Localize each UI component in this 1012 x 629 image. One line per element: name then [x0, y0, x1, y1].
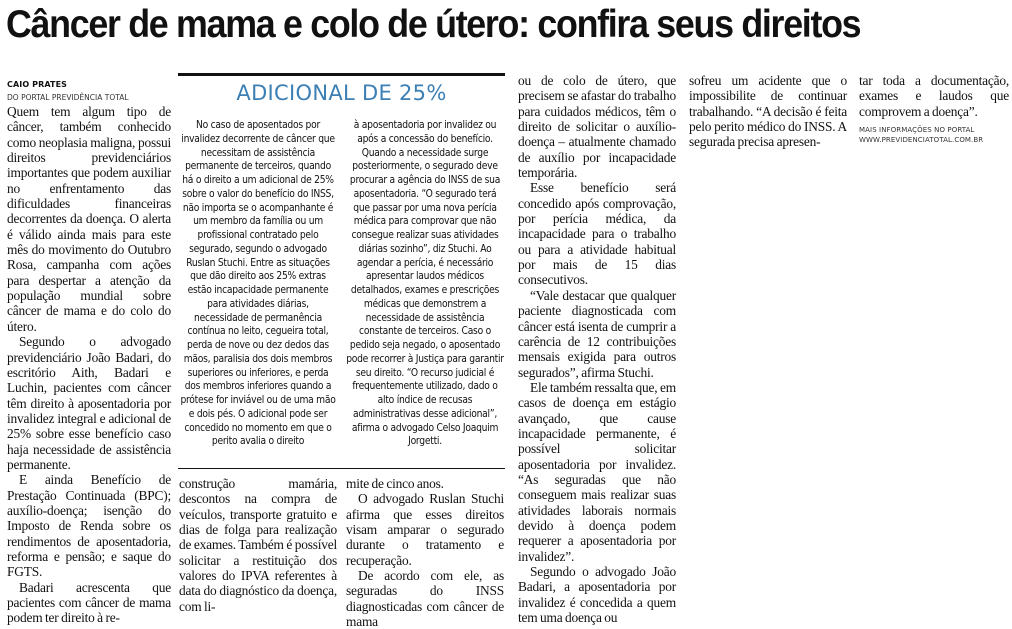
sidebar-bottom-rule: [178, 468, 505, 469]
article-column-5: [689, 73, 847, 153]
source-line: DO PORTAL PREVIDÊNCIA TOTAL: [7, 93, 129, 102]
paragraph: De acordo com ele, as seguradas do INSS diagnosticadas com câncer de mama: [346, 568, 504, 629]
paragraph: ou de colo de útero, que precisem se afastar do trabalho para cuidados médicos, têm o direito de solicitar o auxílio-doença – atualmente chamado de auxílio por incapacidade temporária.: [518, 73, 676, 181]
article-column-1: [7, 104, 171, 626]
sidebar-paragraph: No caso de aposentados por invalidez decorrente de câncer que necessitam de assistência permanente de terceiros, quando há o direito a um adicional de 25% sobre o valor do benefício do INSS, não importa se o acompanhante é um membro da família ou um profissional contratado pelo segurado, segundo o advogado Ruslan Stuchi. Entre as situações que dão direito aos 25% extras estão incapacidade permanente para atividades diárias, necessidade de permanência contínua no leito, cegueira total, perda de nove ou dez dedos das mãos, paralisia dos dois membros superiores ou inferiores, e perda dos membros inferiores quando a prótese for inviável ou de uma mão e dois pés. O adicional pode ser concedido no momento em que o perito avalia o direito: [180, 120, 336, 448]
headline: Câncer de mama e colo de útero: confira seus direitos: [6, 3, 861, 46]
sidebar-column-2: [346, 119, 504, 449]
article-column-4: [518, 73, 676, 626]
paragraph: Ele também ressalta que, em casos de doença em estágio avançado, que cause incapacidade permanente, é possível solicitar aposentadoria por invalidez. “As seguradas que não conseguem mais realizar suas atividades laborais normais devido à doença podem requerer a aposentadoria por invalidez”.: [518, 379, 676, 564]
article-column-2: [179, 476, 337, 612]
article-column-3: [346, 476, 504, 629]
article-column-6: [859, 73, 1009, 125]
paragraph: Segundo o advogado previdenciário João Badari, do escritório Aith, Badari e Luchin, pacientes com câncer têm direito à aposentadoria por invalidez integral e adicional de 25% sobre esse benefício caso haja necessidade de assistência permanente.: [7, 334, 171, 472]
more-info-note: [859, 126, 1009, 145]
paragraph: Quem tem algum tipo de câncer, também conhecido como neoplasia maligna, possui direitos previdenciários importantes que podem auxiliar no enfrentamento das dificuldades financeiras decorrentes da doença. O alerta é válido ainda mais para este mês do movimento do Outubro Rosa, campanha com ações para despertar a atenção da população mundial sobre câncer de mama e do colo do útero.: [7, 104, 171, 334]
paragraph: “Vale destacar que qualquer paciente diagnosticada com câncer está isenta de cumprir a carência de 12 contribuições mensais exigida para outros segurados”, afirma Stuchi.: [518, 287, 676, 380]
paragraph: Segundo o advogado João Badari, a aposentadoria por invalidez é concedida a quem tem uma doença ou: [518, 564, 676, 626]
paragraph: E ainda Benefício de Prestação Continuada (BPC); auxílio-doença; isenção do Imposto de Renda sobre os rendimentos de aposentadoria, reforma e pensão; e saque do FGTS.: [7, 472, 171, 580]
more-info-line: MAIS INFORMAÇÕES NO PORTAL: [859, 126, 975, 134]
author-byline: CAIO PRATES: [7, 80, 68, 89]
sidebar-column-1: [179, 119, 337, 449]
sidebar-title: ADICIONAL DE 25%: [236, 81, 447, 105]
sidebar-paragraph: à aposentadoria por invalidez ou após a concessão do benefício. Quando a necessidade surge posteriormente, o segurado deve procurar a agência do INSS de sua aposentadoria. “O segurado terá que passar por uma nova perícia médica para comprovar que não consegue realizar suas atividades diárias sozinho”, diz Stuchi. Ao agendar a perícia, é necessário apresentar laudos médicos detalhados, exames e prescrições médicas que demonstrem a necessidade de assistência constante de terceiros. Caso o pedido seja negado, o aposentado pode recorrer à Justiça para garantir seu direito. “O recurso judicial é frequentemente utilizado, dado o alto índice de recusas administrativas desse adicional”, afirma o advogado Celso Joaquim Jorgetti.: [346, 120, 504, 448]
paragraph: construção mamária, descontos na compra de veículos, transporte gratuito e dias de folga para realização de exames. Também é possível solicitar a restituição dos valores do IPVA referentes à data do diagnóstico da doença, com li-: [179, 476, 337, 614]
paragraph: mite de cinco anos.: [346, 476, 444, 491]
sidebar-top-rule: [178, 73, 505, 76]
paragraph: Esse benefício será concedido após comprovação, por perícia médica, da incapacidade para o trabalho ou para a atividade habitual por mais de 15 dias consecutivos.: [518, 180, 676, 288]
paragraph: Badari acrescenta que pacientes com câncer de mama podem ter direito à re-: [7, 579, 171, 626]
paragraph: sofreu um acidente que o impossibilite de continuar trabalhando. “A decisão é feita pelo perito médico do INSS. A segurada precisa apresen-: [689, 73, 847, 150]
paragraph: O advogado Ruslan Stuchi afirma que esses direitos visam amparar o segurado durante o tratamento e recuperação.: [346, 491, 504, 568]
portal-url[interactable]: WWW.PREVIDENCIATOTAL.COM.BR: [859, 135, 984, 144]
paragraph: tar toda a documentação, exames e laudos que comprovem a doença”.: [859, 73, 1009, 119]
